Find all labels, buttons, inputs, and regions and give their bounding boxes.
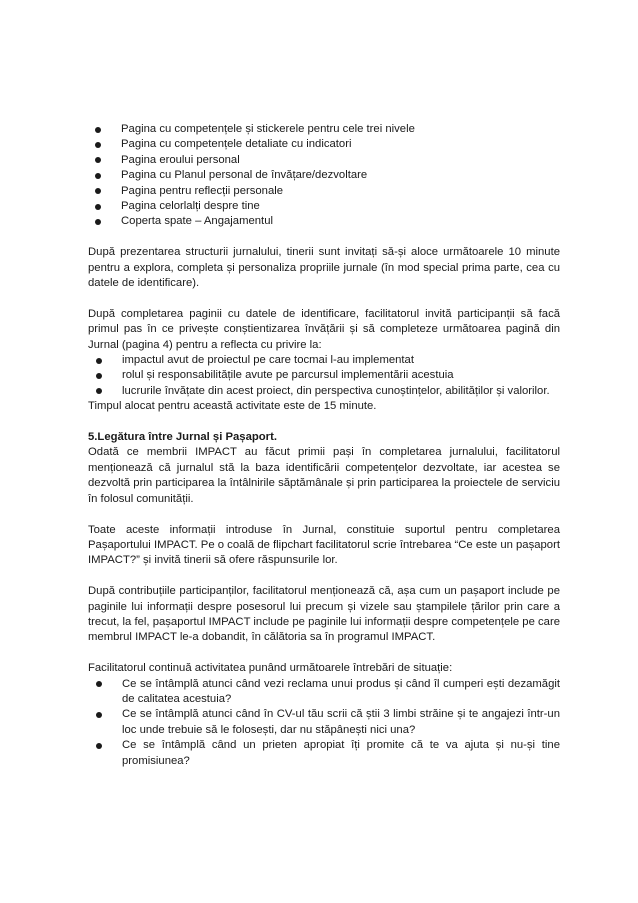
paragraph: După contribuțiile participanților, facilitatorul menționează că, așa cum un pașaport include pe paginile lui informații despre posesorul lui precum și vizele sau ștampilele țărilor prin care a trecut, la fel, pașaportul IMPACT include pe paginile lui informații despre competențele pe care membrul IMPACT le-a dobandit, în călătoria sa în programul IMPACT. xyxy=(88,585,560,644)
list-item: Pagina celorlalți despre tine xyxy=(95,199,560,214)
section-heading: 5.Legătura între Jurnal și Pașaport. xyxy=(88,431,277,444)
paragraph: După prezentarea structurii jurnalului, tinerii sunt invitați să-și aloce următoarele 10 minute pentru a explora, completa și personaliza propriile jurnale (în mod special prima parte, cea cu datele de identificare). xyxy=(88,246,560,290)
bullet-icon xyxy=(95,204,101,210)
list-item: Pagina cu competențele detaliate cu indicatori xyxy=(95,137,560,152)
paragraph: Timpul alocat pentru această activitate este de 15 minute. xyxy=(88,400,377,413)
bullet-icon xyxy=(96,358,102,364)
bullet-icon xyxy=(95,142,101,148)
list-item: impactul avut de proiectul pe care tocmai l-au implementat xyxy=(96,353,560,368)
list-item: Pagina cu competențele și stickerele pentru cele trei nivele xyxy=(95,122,560,137)
list-item: Ce se întâmplă atunci când vezi reclama unui produs și când îl cumperi ești dezamăgit de calitatea acestuia? xyxy=(96,677,560,708)
bullet-icon xyxy=(96,712,102,718)
bullet-icon xyxy=(96,681,102,687)
paragraph: După completarea paginii cu datele de identificare, facilitatorul invită participanții să facă primul pas în ce privește conștientizarea învățării și să completeze următoarea pagină din Jurnal (pagina 4) pentru a reflecta cu privire la: xyxy=(88,307,560,351)
list-item: Pagina pentru reflecții personale xyxy=(95,184,560,199)
document-body xyxy=(88,122,560,769)
list-item: Coperta spate – Angajamentul xyxy=(95,214,560,229)
paragraph: Toate aceste informații introduse în Jurnal, constituie suportul pentru completarea Pașaportului IMPACT. Pe o coală de flipchart facilitatorul scrie întrebarea “Ce este un pașaport IMPACT?” și invită tinerii să ofere răspunsurile lor. xyxy=(88,523,560,567)
list-item: Pagina eroului personal xyxy=(95,153,560,168)
list-item: Ce se întâmplă atunci când în CV-ul tău scrii că știi 3 limbi străine și te angajezi într-un loc unde trebuie să le folosești, dar nu stăpânești nici una? xyxy=(96,707,560,738)
list-item: rolul și responsabilitățile avute pe parcursul implementării acestuia xyxy=(96,368,560,383)
paragraph: Odată ce membrii IMPACT au făcut primii pași în completarea jurnalului, facilitatorul menționează că jurnalul stă la baza identificării competențelor dezvoltate, iar acestea se dezvoltă prin participarea la întâlnirile săptămânale și prin participarea la proiectele de serviciu în folosul comunității. xyxy=(88,446,560,505)
reflection-list xyxy=(88,353,560,399)
list-item: Pagina cu Planul personal de învățare/dezvoltare xyxy=(95,168,560,183)
bullet-icon xyxy=(95,188,101,194)
journal-pages-list xyxy=(88,122,560,230)
bullet-icon xyxy=(96,388,102,394)
bullet-icon xyxy=(95,157,101,163)
bullet-icon xyxy=(95,127,101,133)
bullet-icon xyxy=(96,743,102,749)
list-item: lucrurile învățate din acest proiect, din perspectiva cunoștințelor, abilităților și valorilor. xyxy=(96,384,560,399)
bullet-icon xyxy=(96,373,102,379)
paragraph: Facilitatorul continuă activitatea punând următoarele întrebări de situație: xyxy=(88,662,453,675)
bullet-icon xyxy=(95,173,101,179)
list-item: Ce se întâmplă când un prieten apropiat îți promite că te va ajuta și nu-și tine promisiunea? xyxy=(96,738,560,769)
bullet-icon xyxy=(95,219,101,225)
situation-questions-list xyxy=(88,677,560,769)
